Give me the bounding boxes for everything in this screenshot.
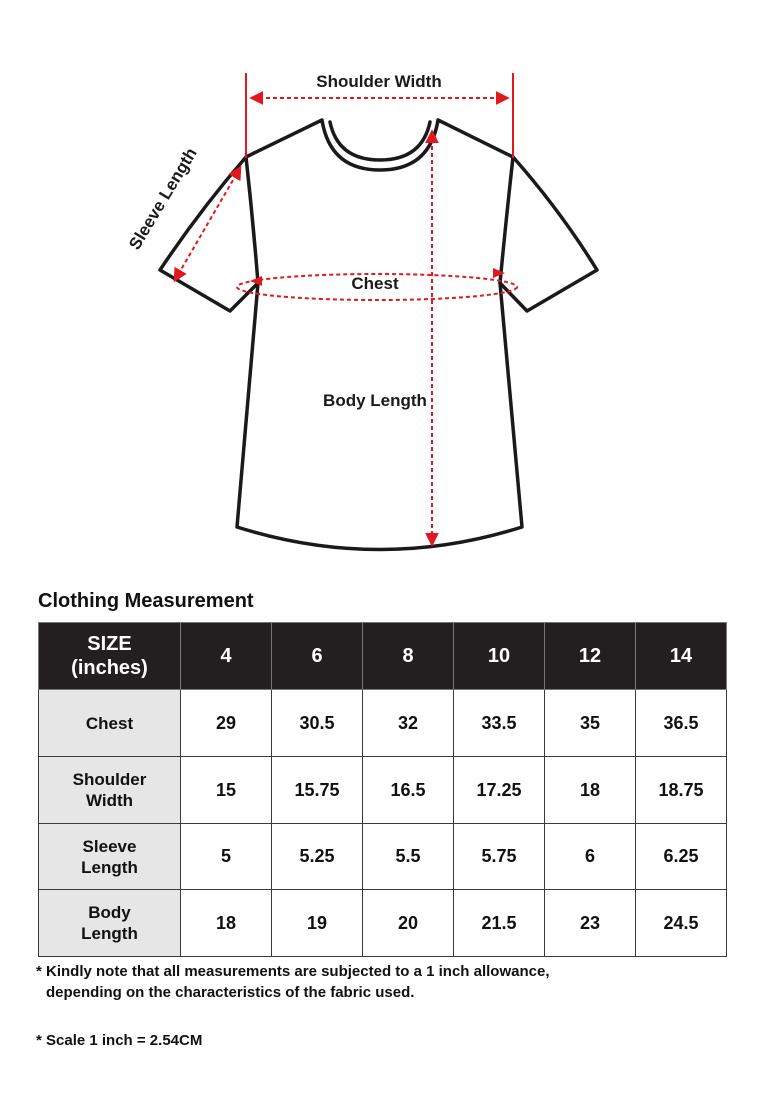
table-cell: 18.75 [636,757,727,824]
table-cell: 36.5 [636,690,727,757]
table-cell: 16.5 [363,757,454,824]
row-label-line1: Shoulder [72,770,147,789]
table-row [39,824,727,890]
table-cell: 30.5 [272,690,363,757]
table-row [39,690,727,757]
row-label-line1: Sleeve [82,836,137,856]
table-cell: 17.25 [454,757,545,824]
table-cell: 33.5 [454,690,545,757]
table-cell: 20 [363,890,454,957]
size-column-header: 14 [636,623,727,690]
size-header-line2: (inches) [71,657,148,679]
table-cell: 18 [181,890,272,957]
allowance-note [36,961,550,1003]
size-header-line1: SIZE [87,633,132,655]
sleeve-length-label: Sleeve Length [125,144,201,254]
table-cell: 21.5 [454,890,545,957]
table-row [39,757,727,824]
table-cell: 5.5 [363,824,454,890]
body-length-label: Body Length [323,391,427,410]
table-cell: 5 [181,824,272,890]
table-cell: 32 [363,690,454,757]
size-header-cell [39,623,181,690]
size-chart-table [38,622,727,957]
row-label-line2: Width [85,791,134,810]
chest-label: Chest [351,274,399,293]
table-cell: 18 [545,757,636,824]
table-cell: 15.75 [272,757,363,824]
tshirt-outline [160,120,597,550]
size-column-header: 6 [272,623,363,690]
table-cell: 6.25 [636,824,727,890]
table-row [39,890,727,957]
table-cell: 29 [181,690,272,757]
row-label [39,690,181,757]
sleeve-length-measure [175,168,240,280]
allowance-note-line1: * Kindly note that all measurements are subjected to a 1 inch allowance, [36,963,550,980]
section-title: Clothing Measurement [38,590,254,612]
table-cell: 24.5 [636,890,727,957]
allowance-note-line2: depending on the characteristics of the fabric used. [46,984,415,1001]
row-label-line2: Length [81,924,138,943]
shoulder-width-label: Shoulder Width [316,72,442,91]
row-label-line1: Chest [85,713,134,733]
table-cell: 19 [272,890,363,957]
size-column-header: 4 [181,623,272,690]
table-cell: 5.75 [454,824,545,890]
table-cell: 5.25 [272,824,363,890]
table-cell: 6 [545,824,636,890]
table-cell: 35 [545,690,636,757]
table-cell: 23 [545,890,636,957]
scale-note: * Scale 1 inch = 2.54CM [36,1032,203,1049]
row-label [39,757,181,824]
size-column-header: 8 [363,623,454,690]
table-cell: 15 [181,757,272,824]
row-label [39,824,181,890]
size-column-header: 10 [454,623,545,690]
row-label-line2: Length [81,857,138,877]
row-label [39,890,181,957]
row-label-line1: Body [88,903,131,922]
size-column-header: 12 [545,623,636,690]
table-header-row [39,623,727,690]
